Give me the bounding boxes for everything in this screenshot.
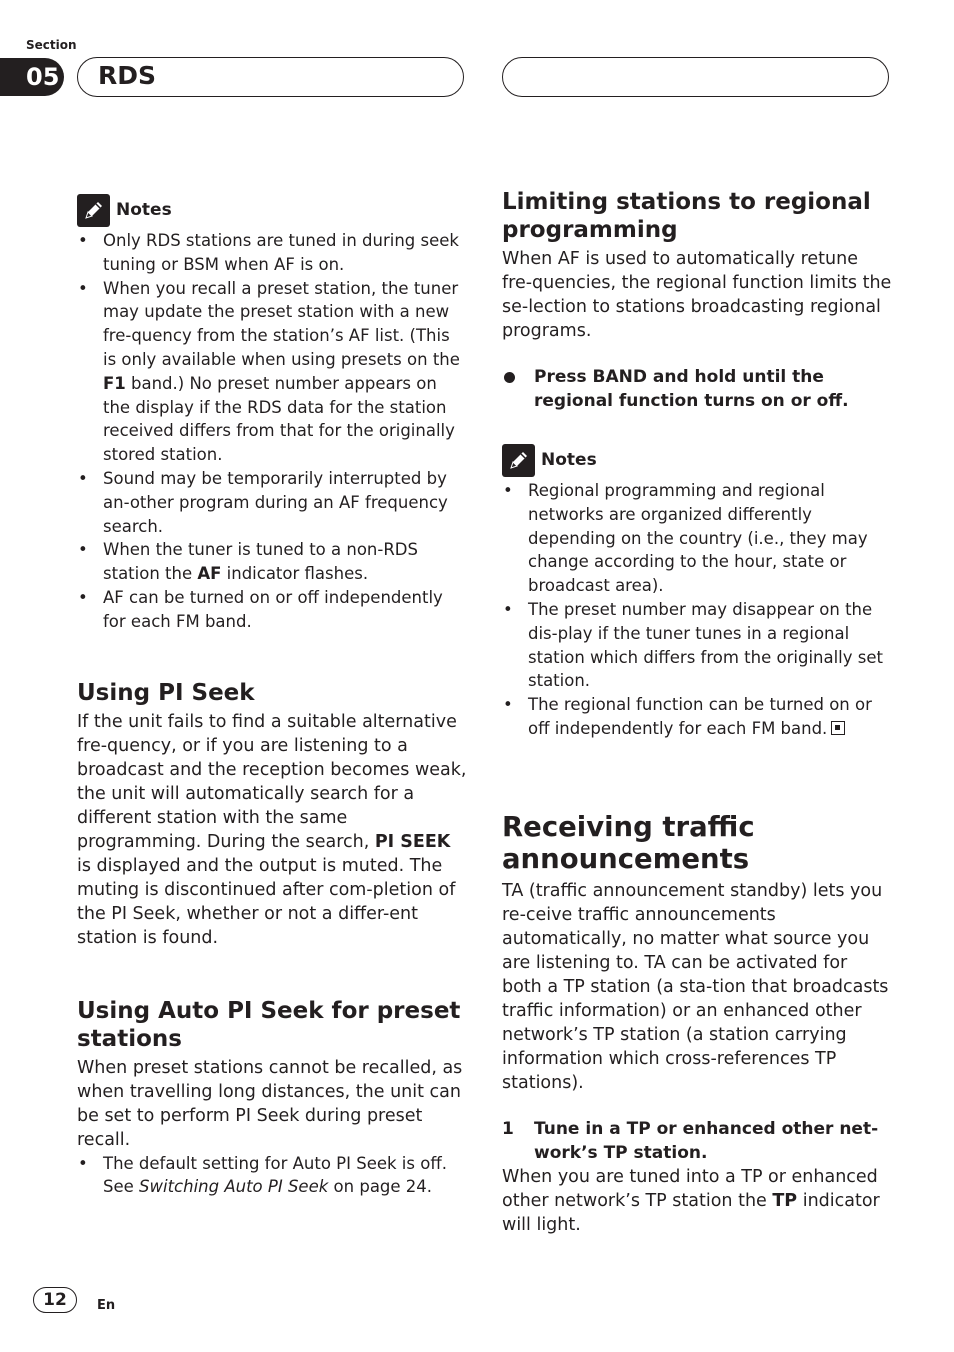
note-item <box>77 586 467 634</box>
notes-list <box>77 229 467 634</box>
text-run: Only RDS stations are tuned in during seek tuning or BSM when AF is on. <box>103 231 459 274</box>
text-run: Regional programming and regional networks are organized differently depending on the country (i.e., they may change according to the hour, state or broadcast area). <box>528 481 868 596</box>
pi-seek-heading: Using PI Seek <box>77 679 255 706</box>
section-title-box <box>77 57 464 97</box>
traffic-step <box>502 1117 892 1165</box>
text-run: AF can be turned on or off independently for each FM band. <box>103 587 443 631</box>
auto-pi-seek-heading: Using Auto PI Seek for preset stations <box>77 997 461 1052</box>
notes-header-right <box>502 443 892 477</box>
note-item <box>77 229 467 277</box>
bold-term: TP <box>772 1190 798 1211</box>
text-run: indicator flashes. <box>221 564 369 584</box>
left-column <box>77 193 467 1199</box>
header-empty-box <box>502 57 889 97</box>
text-run: The default setting for Auto PI Seek is off. See <box>103 1153 447 1197</box>
notes-title: Notes <box>541 450 597 470</box>
right-column <box>502 188 892 1237</box>
text-run: indicator will light. <box>502 1190 880 1235</box>
pencil-icon <box>77 194 110 227</box>
text-run: is displayed and the output is muted. The muting is discontinued after com-pletion of the PI Seek, whether or not a differ-ent station is found. <box>77 855 456 948</box>
note-item <box>77 538 467 586</box>
italic-reference: Switching Auto PI Seek <box>139 1177 329 1197</box>
note-item <box>77 467 467 538</box>
notes-list-right <box>502 479 892 741</box>
text-run: When you are tuned into a TP or enhanced other network’s TP station the <box>502 1166 878 1211</box>
text-run: When you recall a preset station, the tuner may update the preset station with a new fre-quency from the station’s AF list. (This is only available when using presets on the <box>103 278 460 369</box>
regional-body: When AF is used to automatically retune fre-quencies, the regional function limits the se-lection to stations broadcasting regional programs. <box>502 249 892 341</box>
text-run: When the tuner is tuned to a non-RDS station the <box>103 540 418 584</box>
section-label: Section <box>26 38 77 52</box>
auto-pi-seek-bullets <box>77 1152 467 1200</box>
step-number: 1 <box>502 1118 514 1139</box>
text-run: on page 24. <box>328 1177 433 1197</box>
text-run: Sound may be temporarily interrupted by an-other program during an AF frequency search. <box>103 468 448 536</box>
page-number: 12 <box>33 1287 77 1313</box>
notes-title: Notes <box>116 200 172 220</box>
section-number-badge: 05 <box>0 58 64 96</box>
regional-action-text: Press BAND and hold until the regional function turns on or off. <box>534 367 849 411</box>
section-title: RDS <box>98 61 157 90</box>
note-item <box>77 1152 467 1200</box>
action-bullet-icon <box>504 372 515 383</box>
regional-action <box>502 365 892 413</box>
bold-term: F1 <box>103 373 126 393</box>
step-body <box>502 1165 892 1237</box>
text-run: The regional function can be turned on or off independently for each FM band. <box>528 695 872 738</box>
note-item <box>502 598 892 693</box>
text-run: The preset number may disappear on the dis-play if the tuner tunes in a regional station which differs from the originally set station. <box>528 599 883 691</box>
step-text: Tune in a TP or enhanced other net-work’s TP station. <box>534 1118 879 1163</box>
bold-term: AF <box>197 564 222 584</box>
auto-pi-seek-body: When preset stations cannot be recalled, as when travelling long distances, the unit can be set to perform PI Seek during preset recall. <box>77 1057 463 1150</box>
pi-seek-body <box>77 710 467 950</box>
pencil-icon <box>502 444 535 477</box>
note-item <box>502 479 892 598</box>
end-of-section-icon <box>831 721 845 735</box>
traffic-heading: Receiving traffic announcements <box>502 810 755 875</box>
note-item <box>77 277 467 467</box>
bold-term: PI SEEK <box>374 831 451 852</box>
language-label: En <box>97 1298 116 1313</box>
regional-heading: Limiting stations to regional programming <box>502 189 871 243</box>
notes-header <box>77 193 467 227</box>
text-run: band.) No preset number appears on the display if the RDS data for the station received differs from that for the originally stored station. <box>103 373 455 465</box>
note-item <box>502 693 892 741</box>
text-run: If the unit fails to find a suitable alternative fre-quency, or if you are listening to a broadcast and the reception becomes weak, the unit will automatically search for a different station with the same programming. During the search, <box>77 711 467 852</box>
traffic-body: TA (traffic announcement standby) lets you re-ceive traffic announcements automatically, no matter what source you are listening to. TA can be activated for both a TP station (a sta-tion that broadcasts traffic information) or an enhanced other network’s TP station (a station carrying information which cross-references TP stations). <box>502 880 889 1093</box>
